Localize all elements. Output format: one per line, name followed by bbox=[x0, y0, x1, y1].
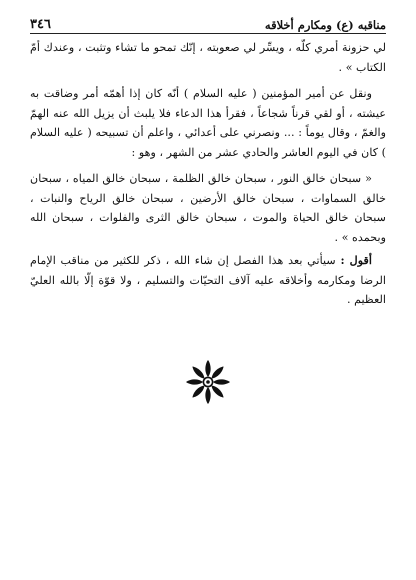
paragraph-4-text: سيأتي بعد هذا الفصل إن شاء الله ، ذكر للكثير من مناقب الإمام الرضا ومكارمه وأخلاقه عليه آلاف التحيّات والتسليم ، ولا قوّة إلّا بالله العليّ العظيم . bbox=[30, 254, 386, 306]
paragraph-4 bbox=[30, 251, 386, 310]
paragraph-4-lead: أقول : bbox=[340, 253, 372, 267]
floral-ornament-icon bbox=[184, 358, 232, 406]
paragraph-1: لي حزونة أمري كلّه ، ويسِّر لي صعوبته ، إنّك تمحو ما تشاء وتثبت ، وعندك أمّ الكتاب » . bbox=[30, 41, 386, 74]
header-rule bbox=[30, 33, 386, 34]
page-number: ٣٤٦ bbox=[30, 17, 51, 32]
running-title: مناقبه (ع) ومكارم أخلاقه bbox=[264, 18, 386, 32]
page-header bbox=[30, 6, 386, 32]
page-body bbox=[30, 38, 386, 310]
paragraph-2: ونقل عن أمير المؤمنين ( عليه السلام ) أنّه كان إذا أهمّه أمر وضاقت به عيشته ، أو لقي قرناً شجاعاً ، فقرأ هذا الدعاء فلا يلبث أن يزيل الله عنه الهمّ والغمّ ، وقال يوماً : ... ونصرني على أعدائي ، واعلم أن تسبيحه ( عليه السلام ) كان في اليوم العاشر والحادي عشر من الشهر ، وهو : bbox=[30, 87, 386, 159]
paragraph-3-tasbih: « سبحان خالق النور ، سبحان خالق الظلمة ، سبحان خالق المياه ، سبحان خالق السماوات ، سبحان خالق الأرضين ، سبحان خالق الرياح والنبات ، سبحان خالق الحياة والموت ، سبحان خالق الثرى والفلوات ، سبحان الله وبحمده » . bbox=[30, 172, 386, 244]
